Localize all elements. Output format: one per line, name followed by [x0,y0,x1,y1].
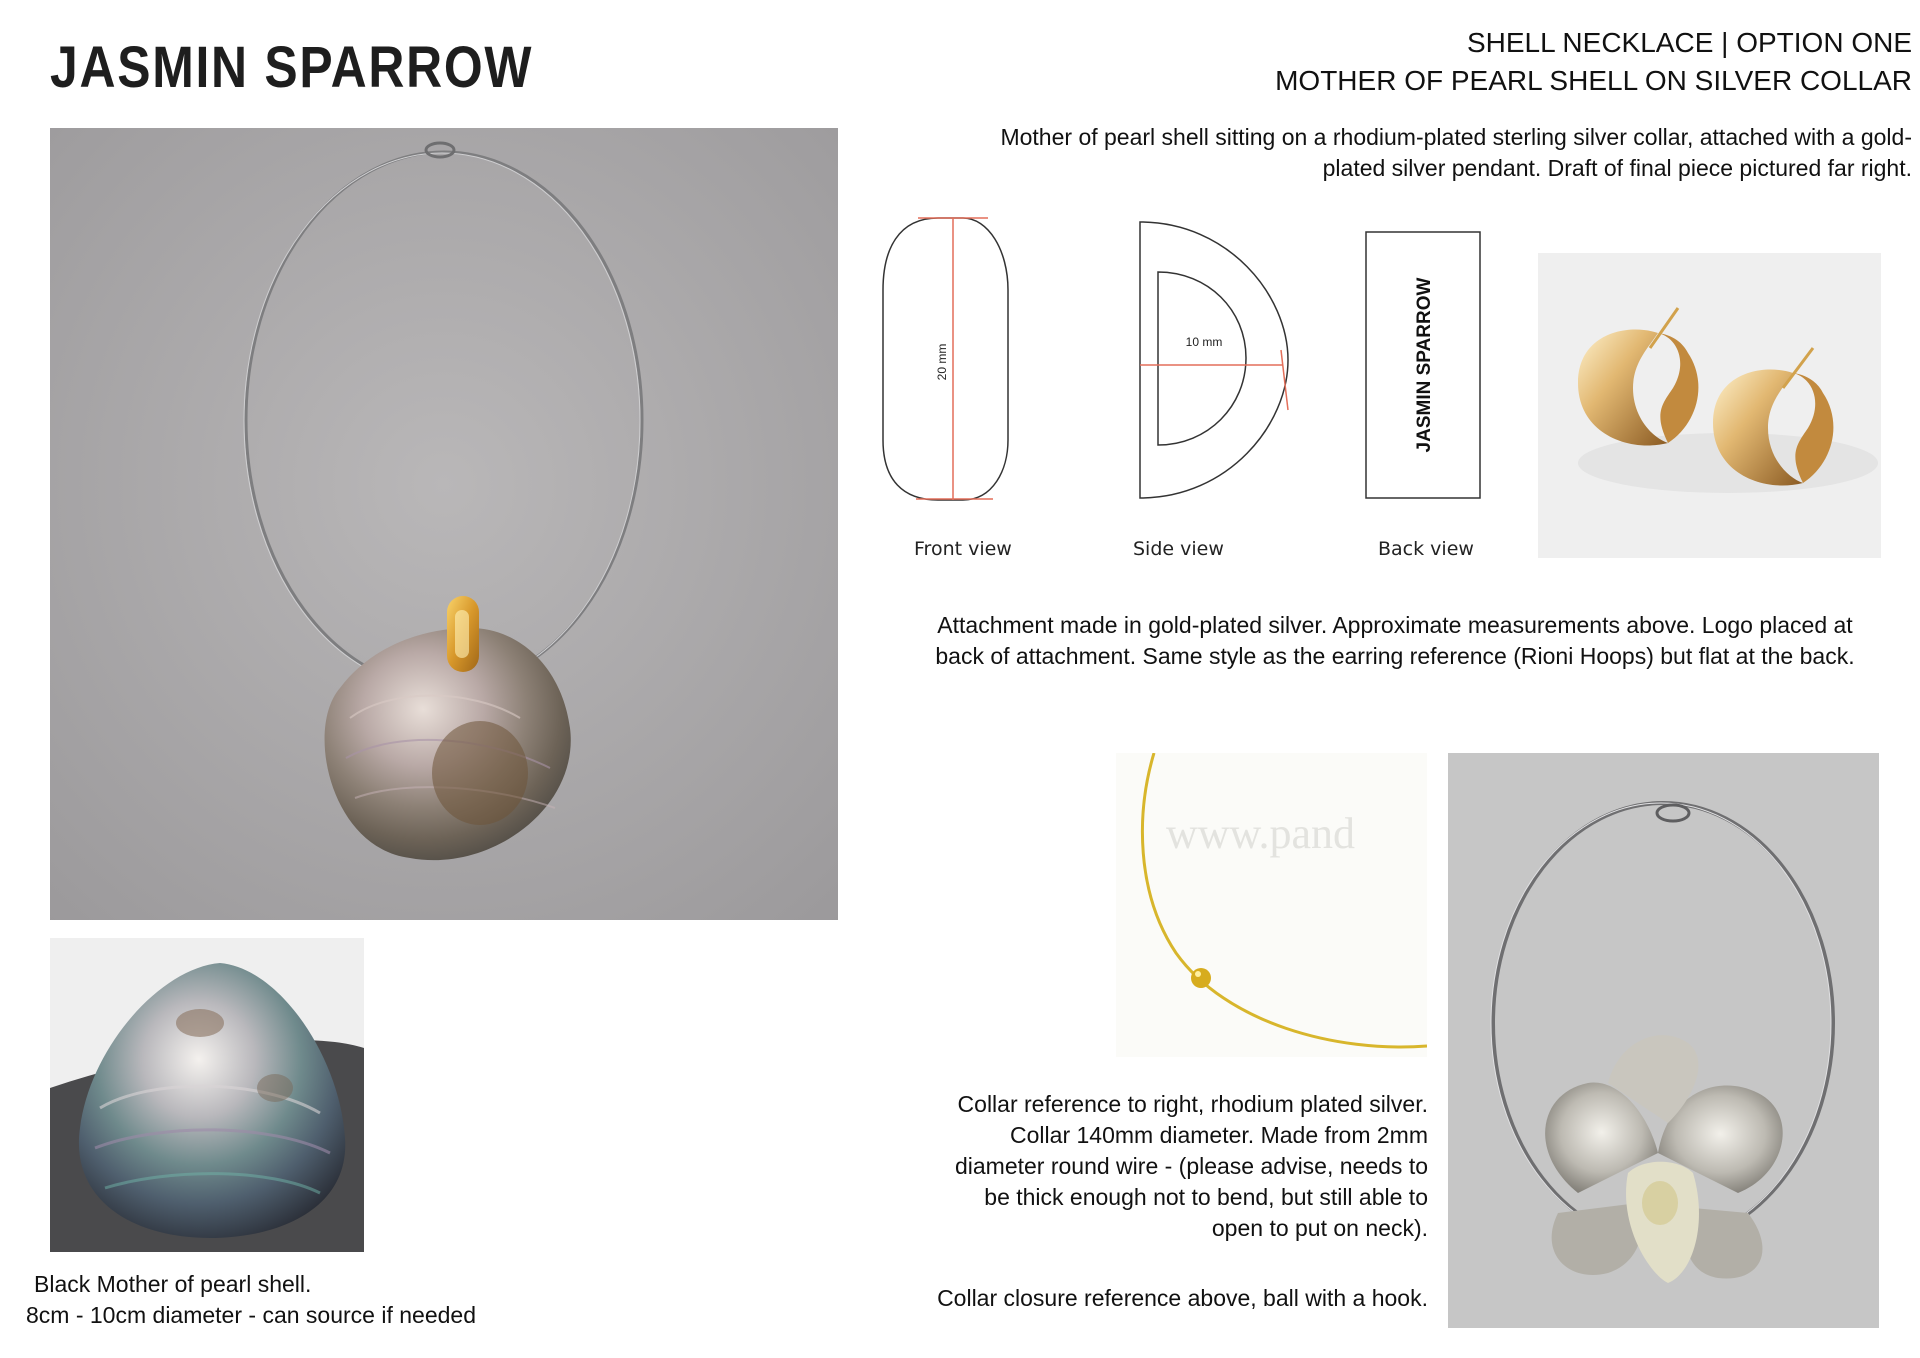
intro-line-1: Mother of pearl shell sitting on a rhodium-plated sterling silver collar, attached with a gold- [1000,124,1912,150]
collar-note-line-2: Collar 140mm diameter. Made from 2mm [1010,1122,1428,1148]
intro-text [1000,122,1912,184]
collar-note [880,1089,1428,1244]
orchid-collar-photo [1448,753,1879,1328]
front-view-diagram [883,218,1008,500]
page-header [1275,24,1912,100]
attachment-note-line-1: Attachment made in gold-plated silver. Approximate measurements above. Logo placed at [937,612,1853,638]
header-line-1: SHELL NECKLACE | OPTION ONE [1466,27,1912,58]
black-shell-photo [50,938,364,1252]
collar-closure-photo [1116,753,1427,1057]
collar-note-line-1: Collar reference to right, rhodium plated silver. [957,1091,1428,1117]
attachment-diagrams [878,210,1478,510]
front-view-label: Front view [914,538,1012,560]
back-logo: JASMIN SPARROW [1414,277,1435,453]
back-view-diagram [1366,232,1480,498]
attachment-note [870,610,1920,672]
collar-note-line-4: be thick enough not to bend, but still able to [984,1184,1428,1210]
closure-note: Collar closure reference above, ball with a hook. [937,1285,1428,1311]
shell-caption-line-2: 8cm - 10cm diameter - can source if needed [26,1302,476,1328]
collar-note-line-3: diameter round wire - (please advise, needs to [954,1153,1428,1179]
brand-logo: JASMIN SPARROW [50,35,534,100]
side-view-label: Side view [1133,538,1224,560]
collar-watermark: www.pand [1166,809,1355,858]
earring-reference-photo [1538,253,1881,558]
header-line-2: MOTHER OF PEARL SHELL ON SILVER COLLAR [1275,65,1912,96]
attachment-note-line-2: back of attachment. Same style as the earring reference (Rioni Hoops) but flat at the back. [935,643,1855,669]
front-measure: 20 mm [935,343,949,381]
shell-caption-line-1: Black Mother of pearl shell. [34,1271,312,1297]
shell-caption [26,1269,506,1331]
intro-line-2: plated silver pendant. Draft of final piece pictured far right. [1322,155,1912,181]
side-measure: 10 mm [1185,335,1223,349]
main-necklace-photo [50,128,838,920]
collar-note-line-5: open to put on neck). [1211,1215,1428,1241]
back-view-label: Back view [1378,538,1474,560]
side-view-diagram [1140,222,1288,498]
